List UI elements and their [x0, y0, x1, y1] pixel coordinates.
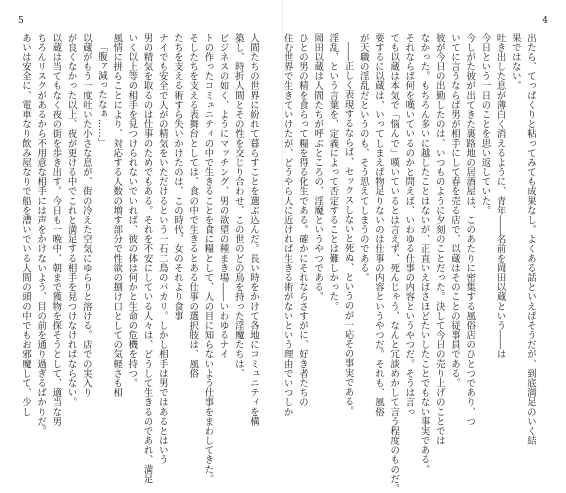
text-line: そしたちを支える表舞台としては、食の中で生きるとある仕事の選択肢は、風俗	[187, 33, 199, 379]
text-line: 以蔵がもう一度吐いた小さな息が、街の冷えた空気にゆらりと溶ける。店での実入り	[80, 33, 92, 398]
text-line: 今しがた彼が出てきた裏路地の居酒屋は、このあたりに密集する風俗店のひとつであり、つ	[464, 33, 476, 427]
text-line: ちろんリスクがあるから不用意な相手には声をかけないよう、目の前を通り過ぎるばかりだ。	[35, 33, 47, 436]
text-line: トの作ったコミュニティの中で生きることを食に糧として、人の目に知らないよう仕事をまわしてきた。	[202, 33, 214, 484]
text-line: なかった。もちろん多いに越したことはないが、正直いえばさほどたいしたことでもない事実である。	[418, 33, 430, 475]
text-line: 出たら、てっぱくりと粘ってみても成果なし。よくある話といえばそうだが、到底満足のいく結	[525, 33, 536, 446]
right-page-text	[281, 33, 538, 493]
text-line: 吐き出した息が薄白く消えるように、青年――名前を岡田以蔵という――は	[494, 33, 506, 359]
text-line: 彼が今日の出勤したのは、いつものように夕刻のことだった。決して今日の売り上げのことでは	[433, 33, 445, 446]
text-line: 淫乱、という言葉を、定義によって否定することは難しかった。	[327, 33, 339, 312]
text-line: 風情に拼らことにより、対応する人数の増す部分で性欲の捌け口としての気軽さも相	[111, 33, 123, 398]
text-line: 以蔵は当てもなく夜の街を歩き出す。今日も一晩中、朝まで獲物を探そうとして、適当な男	[50, 33, 62, 427]
text-line: それならば何を嘆いているのかと問えば、いわゆる仕事の内容というやつだ。そうは言っ	[403, 33, 415, 417]
text-line: 要するに以蔵は、いってしまえば物足りないのは仕事の内容というやつだ。それも、風俗	[372, 33, 384, 417]
text-line: いく以上等の相手を見つけられないでいれば、彼の体は何かと生命の危機を持つ。	[126, 33, 138, 388]
text-line: 男の精気を取るのは仕事のためでもある。それを不安にしている人々は、どうして生きるのであれ、満足	[141, 33, 153, 484]
right-page	[281, 0, 566, 493]
left-page	[0, 0, 283, 484]
text-line: が良くなかった以上、夜が更ける中でこれと満足する相手を見つけなければならない。	[65, 33, 77, 408]
text-line: いてに言うならば男が相手にして春を売る店で、以蔵はそのことの従事員である。	[448, 33, 460, 388]
text-line: 「腹ァ減ったなぁ……」	[95, 42, 107, 148]
text-line: たちを支える術すら失いかけたのは、この時代、女のそれより食事	[171, 33, 183, 321]
text-line: 今日という一日のことを思い返していた。	[479, 33, 491, 216]
text-line: あいは安全に、電車なり飲み屋なりで船を漕いでいる人間の頭の中でもお邪魔して、少し	[19, 33, 31, 417]
text-line: 岡田以蔵は人間たちが呼ぶところの、淫魔というやつである。	[312, 33, 324, 302]
text-line: が天職の淫乱だというのも、そう思えてしまうのである。	[357, 33, 369, 283]
text-line: 築し、時折人間とその性を交じり合わせ、この世のどの鳥を持った淫魔たちは、	[232, 33, 244, 379]
right-page-number: 4	[542, 16, 548, 26]
text-line: ても以蔵は本気で「悩んで」嘆いているとは言えず、死んじゃう、なんと冗談めかして言う程度のものだ。	[388, 33, 400, 493]
text-line: 住む世界で生きていけたが、どうやら人に近ければ生きる術がないという理由でいつしか	[281, 33, 293, 417]
text-line: ――正しく表現するならば、セックスしないと死ぬ、というのが一応その事実である。	[342, 42, 354, 417]
text-line: 人間たちの世界に紛れて暮らすことを選ぶ込んだ。長い時をかけて各地にコミュニティを構	[248, 33, 259, 427]
text-line: ビジネスの如く、ようにマッチング、男の欲望の種まき場――いわゆるナイ	[217, 33, 229, 360]
text-line: ひとの男の精を食らって糧を得る化生である。確かにそれならさすがに、好き者たちの	[296, 33, 308, 408]
left-page-text	[19, 33, 261, 484]
text-line: ナイでも安全で人がの精気をいただけるという一石二鳥のバカリ。しかし相手は男ではあるとはいう	[156, 33, 168, 465]
left-page-number: 5	[18, 16, 24, 26]
text-line: 果ではない。	[509, 33, 521, 91]
